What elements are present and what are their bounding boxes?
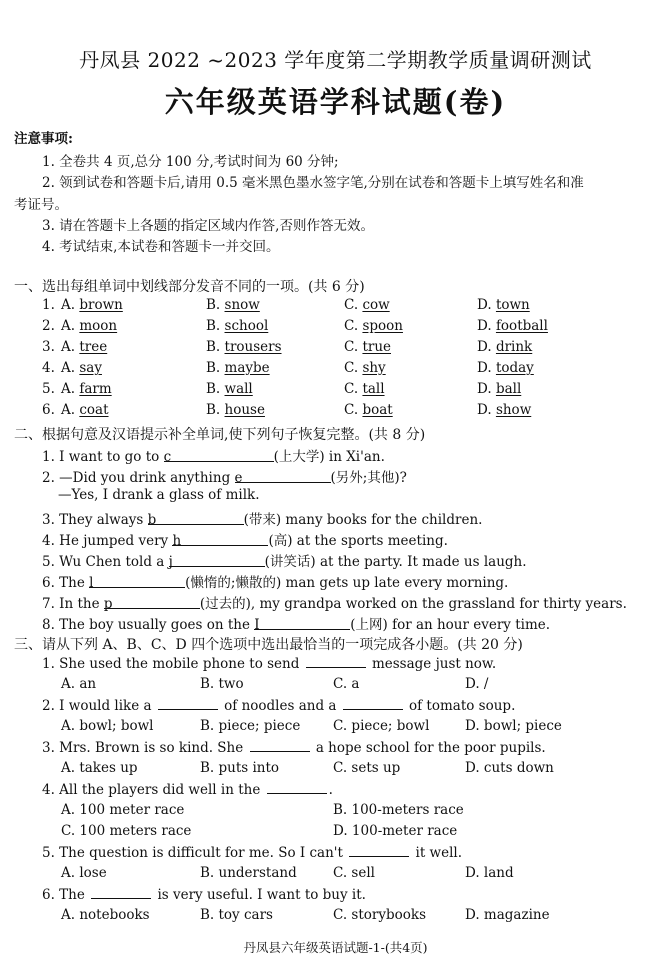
- option-choice: B. 100-meters race: [333, 802, 464, 818]
- initial-letter: b: [147, 512, 157, 528]
- question-number: 6.: [42, 402, 55, 418]
- option-d: [477, 360, 534, 376]
- option-word: school: [224, 318, 269, 334]
- option-word: tall: [362, 381, 385, 397]
- note-item: 3. 请在答题卡上各题的指定区域内作答,否则作答无效。: [42, 218, 374, 234]
- sentence-start: 7. In the: [42, 596, 104, 612]
- option-word: coat: [79, 402, 109, 418]
- initial-letter: l: [89, 575, 94, 591]
- option-word: farm: [79, 381, 112, 397]
- sentence-start: 5. Wu Chen told a: [42, 554, 169, 570]
- answer-blank: [343, 697, 403, 710]
- fill-sentence: [42, 529, 448, 549]
- answer-blank: [158, 697, 218, 710]
- option-word: wall: [224, 381, 253, 397]
- option-b: [206, 360, 270, 376]
- question-number: 4.: [42, 360, 55, 376]
- stem-text: 1. She used the mobile phone to send: [42, 656, 304, 672]
- initial-letter: p: [103, 596, 113, 612]
- stem-text: of noodles and a: [219, 698, 341, 714]
- sentence-start: 1. I want to go to: [42, 449, 164, 465]
- stem-text: 3. Mrs. Brown is so kind. She: [42, 740, 248, 756]
- option-letter: C.: [344, 318, 363, 334]
- answer-blank: [306, 655, 366, 668]
- answer-blank: [103, 596, 200, 612]
- option-a: [61, 381, 112, 397]
- option-choice: A. an: [61, 676, 97, 692]
- initial-letter: h: [172, 533, 182, 549]
- option-c: [344, 381, 385, 397]
- answer-blank: [91, 886, 151, 899]
- option-word: show: [495, 402, 532, 418]
- option-word: moon: [79, 318, 118, 334]
- option-word: spoon: [362, 318, 403, 334]
- stem-text: message just now.: [367, 656, 497, 672]
- section1-heading: 一、选出每组单词中划线部分发音不同的一项。(共 6 分): [14, 279, 365, 295]
- option-choice: A. bowl; bowl: [61, 718, 154, 734]
- option-letter: C.: [344, 381, 363, 397]
- fill-sentence: [42, 508, 482, 528]
- sentence-end: (上大学) in Xi'an.: [273, 449, 385, 465]
- sentence-end: (另外;其他)?: [330, 470, 407, 486]
- answer-blank: [349, 844, 409, 857]
- sentence-start: 8. The boy usually goes on the: [42, 617, 255, 633]
- option-word: football: [495, 318, 548, 334]
- option-letter: C.: [344, 297, 363, 313]
- option-choice: B. piece; piece: [200, 718, 301, 734]
- option-a: [61, 318, 117, 334]
- answer-blank: [267, 781, 327, 794]
- question-stem: [42, 886, 366, 903]
- question-stem: [42, 844, 462, 861]
- exam-subject-title: 六年级英语学科试题(卷): [164, 85, 507, 119]
- option-choice: C. piece; bowl: [333, 718, 430, 734]
- answer-blank: [89, 575, 185, 591]
- note-item: 2. 领到试卷和答题卡后,请用 0.5 毫米黑色墨水签字笔,分别在试卷和答题卡上填写姓名和准: [42, 175, 584, 191]
- sentence-end: (高) at the sports meeting.: [268, 533, 448, 549]
- option-choice: D. magazine: [465, 907, 550, 923]
- option-d: [477, 402, 531, 418]
- option-choice: A. 100 meter race: [61, 802, 185, 818]
- section2-heading: 二、根据句意及汉语提示补全单词,使下列句子恢复完整。(共 8 分): [14, 427, 426, 443]
- note-item: 4. 考试结束,本试卷和答题卡一并交回。: [42, 239, 280, 255]
- option-choice: D. cuts down: [465, 760, 554, 776]
- stem-text: 4. All the players did well in the: [42, 782, 265, 798]
- answer-blank: [234, 470, 331, 486]
- stem-text: 2. I would like a: [42, 698, 156, 714]
- fill-sentence: [58, 487, 260, 503]
- sentence-end: (懒惰的;懒散的) man gets up late every morning.: [185, 575, 509, 591]
- option-a: [61, 360, 102, 376]
- stem-text: 6. The: [42, 887, 90, 903]
- question-number: 5.: [42, 381, 55, 397]
- stem-text: is very useful. I want to buy it.: [153, 887, 366, 903]
- question-number: 1.: [42, 297, 55, 313]
- sentence-end: (上网) for an hour every time.: [350, 617, 551, 633]
- option-word: today: [495, 360, 534, 376]
- option-word: cow: [362, 297, 390, 313]
- option-letter: A.: [61, 381, 80, 397]
- option-d: [477, 381, 521, 397]
- initial-letter: e: [234, 470, 243, 486]
- sentence-start: 3. They always: [42, 512, 148, 528]
- sentence-start: —Yes, I drank a glass of milk.: [58, 487, 260, 503]
- note-item: 考证号。: [14, 197, 68, 213]
- sentence-end: (过去的), my grandpa worked on the grassland for thirty years.: [199, 596, 627, 612]
- option-choice: B. two: [200, 676, 244, 692]
- option-word: house: [224, 402, 265, 418]
- fill-sentence: [42, 571, 508, 591]
- option-b: [206, 402, 265, 418]
- sentence-end: (带来) many books for the children.: [243, 512, 483, 528]
- answer-blank: [250, 739, 310, 752]
- option-choice: B. puts into: [200, 760, 280, 776]
- fill-sentence: [42, 445, 385, 465]
- option-letter: D.: [477, 402, 496, 418]
- option-c: [344, 402, 393, 418]
- fill-sentence: [42, 466, 407, 486]
- option-letter: B.: [206, 402, 225, 418]
- option-b: [206, 297, 260, 313]
- option-word: maybe: [224, 360, 270, 376]
- option-letter: D.: [477, 360, 496, 376]
- initial-letter: c: [163, 449, 172, 465]
- answer-blank: [172, 533, 268, 549]
- notes-heading: 注意事项:: [14, 131, 73, 147]
- option-word: true: [362, 339, 391, 355]
- option-letter: A.: [61, 318, 80, 334]
- option-choice: B. toy cars: [200, 907, 273, 923]
- option-choice: D. 100-meter race: [333, 823, 458, 839]
- page-footer: 丹凤县六年级英语试题-1-(共4页): [243, 940, 428, 955]
- option-letter: B.: [206, 360, 225, 376]
- answer-blank: [254, 617, 350, 633]
- answer-blank: [147, 512, 244, 528]
- option-word: drink: [495, 339, 533, 355]
- option-word: tree: [79, 339, 108, 355]
- stem-text: 5. The question is difficult for me. So I can't: [42, 845, 348, 861]
- answer-blank: [168, 554, 265, 570]
- note-item: 1. 全卷共 4 页,总分 100 分,考试时间为 60 分钟;: [42, 154, 339, 170]
- sentence-start: 2. —Did you drink anything: [42, 470, 235, 486]
- option-letter: B.: [206, 381, 225, 397]
- option-d: [477, 297, 530, 313]
- question-number: 2.: [42, 318, 55, 334]
- option-word: ball: [495, 381, 522, 397]
- option-choice: A. takes up: [61, 760, 138, 776]
- option-choice: A. lose: [61, 865, 107, 881]
- option-choice: C. 100 meters race: [61, 823, 192, 839]
- answer-blank: [163, 449, 274, 465]
- option-d: [477, 339, 532, 355]
- fill-sentence: [42, 592, 627, 612]
- option-b: [206, 318, 268, 334]
- option-choice: D. /: [465, 676, 489, 692]
- option-d: [477, 318, 548, 334]
- option-letter: A.: [61, 297, 80, 313]
- option-choice: C. a: [333, 676, 360, 692]
- option-a: [61, 339, 107, 355]
- question-stem: [42, 697, 515, 714]
- exam-header-title: 丹凤县 2022 ~2023 学年度第二学期教学质量调研测试: [79, 48, 592, 72]
- option-choice: C. sets up: [333, 760, 401, 776]
- option-choice: A. notebooks: [61, 907, 150, 923]
- option-choice: D. bowl; piece: [465, 718, 562, 734]
- option-choice: C. storybooks: [333, 907, 426, 923]
- option-word: snow: [224, 297, 260, 313]
- stem-text: a hope school for the poor pupils.: [311, 740, 546, 756]
- section3-heading: 三、请从下列 A、B、C、D 四个选项中选出最恰当的一项完成各小题。(共 20 分): [14, 637, 523, 653]
- option-a: [61, 402, 109, 418]
- option-letter: C.: [344, 402, 363, 418]
- option-word: town: [495, 297, 530, 313]
- option-word: boat: [362, 402, 393, 418]
- question-stem: [42, 655, 496, 672]
- question-stem: [42, 739, 546, 756]
- option-letter: B.: [206, 339, 225, 355]
- sentence-start: 6. The: [42, 575, 90, 591]
- option-b: [206, 339, 282, 355]
- fill-sentence: [42, 613, 550, 633]
- stem-text: .: [328, 782, 333, 798]
- option-c: [344, 360, 386, 376]
- option-letter: D.: [477, 381, 496, 397]
- initial-letter: I: [254, 617, 260, 633]
- option-letter: A.: [61, 360, 80, 376]
- option-letter: B.: [206, 297, 225, 313]
- sentence-start: 4. He jumped very: [42, 533, 173, 549]
- question-number: 3.: [42, 339, 55, 355]
- option-letter: B.: [206, 318, 225, 334]
- fill-sentence: [42, 550, 527, 570]
- option-letter: D.: [477, 297, 496, 313]
- option-word: trousers: [224, 339, 282, 355]
- option-choice: C. sell: [333, 865, 375, 881]
- option-c: [344, 318, 403, 334]
- option-letter: A.: [61, 339, 80, 355]
- option-c: [344, 339, 391, 355]
- stem-text: of tomato soup.: [404, 698, 516, 714]
- option-choice: B. understand: [200, 865, 297, 881]
- option-word: shy: [362, 360, 386, 376]
- option-letter: C.: [344, 339, 363, 355]
- option-letter: D.: [477, 318, 496, 334]
- initial-letter: j: [168, 554, 173, 570]
- option-c: [344, 297, 390, 313]
- option-b: [206, 381, 253, 397]
- option-letter: A.: [61, 402, 80, 418]
- question-stem: [42, 781, 333, 798]
- stem-text: it well.: [411, 845, 463, 861]
- option-letter: C.: [344, 360, 363, 376]
- option-word: brown: [79, 297, 123, 313]
- option-word: say: [79, 360, 102, 376]
- option-a: [61, 297, 123, 313]
- option-letter: D.: [477, 339, 496, 355]
- sentence-end: (讲笑话) at the party. It made us laugh.: [264, 554, 527, 570]
- option-choice: D. land: [465, 865, 514, 881]
